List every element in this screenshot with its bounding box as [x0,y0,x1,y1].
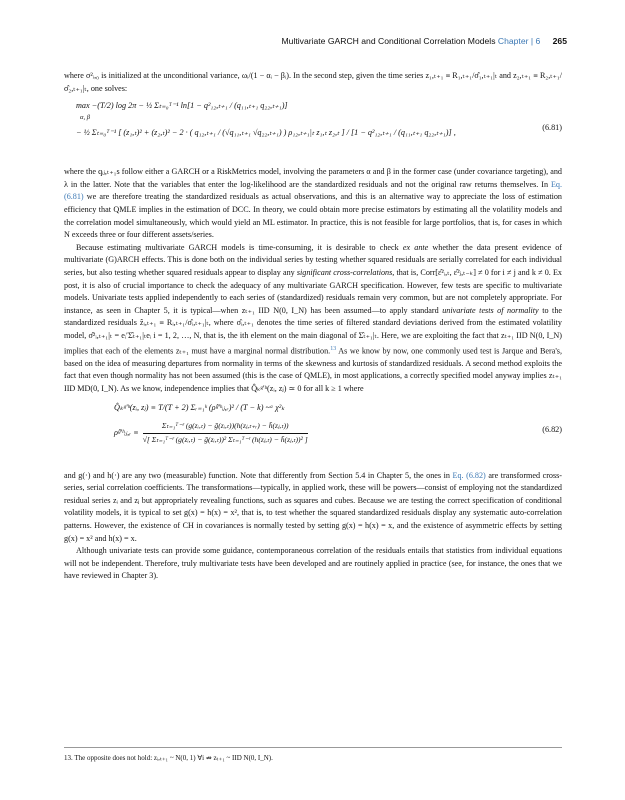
fraction-denominator: √[ Σₜ₌₁ᵀ⁻ʳ (g(zᵢ,ₜ) − ḡ(zᵢ,ₜ))² Σₜ₌₁ᵀ⁻ʳ (h(zⱼ,ₜ) − h̄(zⱼ,ₜ))² ] [142,434,308,444]
equation-number-6-82: (6.82) [542,424,562,434]
paragraph-5: Although univariate tests can provide some guidance, contemporaneous correlation of the residuals entails that statistics from individual equations will not be independent. Therefore, truly multivariate tests have been developed and are routinely applied in practice (see, for instance, the ones that we have reviewed in Chapter 3). [64,546,562,581]
chapter-label: Chapter | 6 [497,36,541,46]
running-header [60,36,567,46]
normality-tests-emphasis: univariate tests of normality [442,305,539,315]
equation-6-82 [114,402,562,464]
cross-correlations-emphasis: significant cross-correlations [296,267,393,277]
correlation-fraction [143,420,308,446]
equation-link-6-82[interactable]: Eq. (6.82) [452,470,486,480]
body-text [64,70,562,583]
equation-number-6-81: (6.81) [542,123,562,133]
equation-6-82-line-2: ρ̂ᵍ'ʰᵢⱼ,ᵣ ≡ Σₜ₌₁ᵀ⁻ʳ (g(zᵢ,ₜ) − ḡ(zᵢ,ₜ))(h(zⱼ,ₜ₊ᵣ) − h̄(zⱼ,ₜ)) √[ Σₜ₌₁ᵀ⁻ʳ (g(zᵢ,ₜ) − ḡ(zᵢ,ₜ))² Σₜ₌₁ᵀ⁻ʳ (h(zⱼ,ₜ) − h̄(zⱼ,ₜ))² ] [114,420,562,446]
footnote-13: 13. The opposite does not hold: zᵢ,ₜ₊₁ ~ N(0, 1) ∀i ⇏ zₜ₊₁ ~ IID N(0, I_N). [64,754,273,762]
footnote-divider [64,747,562,748]
running-title: Multivariate GARCH and Conditional Correlation Models [281,36,496,46]
paragraph-2: where the qᵢⱼ,ₜ₊₁s follow either a GARCH or a RiskMetrics model, involving the parameters α and β in the former case (under covariance targeting), and λ in the latter. Note that the variables that enter the log-likelihood are the standardized residuals and not the original raw returns themselves. In Eq. (6.81) we are therefore treating the standardized residuals as actual observations, and this is an alternative way to appreciate the loss of estimation efficiency that QMLE implies in the estimation of DCC. In theory, we could obtain more precise estimators by estimating all the volatility models and the correlation model simultaneously, which would yield an ML estimator. In practice, this is not feasible for large portfolios, that is, for cases in which N exceeds three or four different assets/series. [64,167,562,240]
fraction-numerator: Σₜ₌₁ᵀ⁻ʳ (g(zᵢ,ₜ) − ḡ(zᵢ,ₜ))(h(zⱼ,ₜ₊ᵣ) − h̄(zⱼ,ₜ)) [143,420,308,434]
paragraph-3: Because estimating multivariate GARCH models is time-consuming, it is desirable to check ex ante whether the data present evidence of multivariate (G)ARCH effects. This is done both on the individual series by testing whether squared residuals are serially correlated for each individual series, but also testing whether squared residuals appear to display any significant cross-correlations, that is, Corr[ε̂²ᵢ,ₜ, ε̂²ⱼ,ₜ₋ₖ] ≠ 0 for i ≠ j and k ≠ 0. Ex post, it is also of crucial importance to check the adequacy of any multivariate GARCH specification. However, few tests are specific to multivariate models. Univariate tests applied independently to each series of (standardized) residuals remain very common, but are not completely appropriate. For instance, as seen in Chapter 5, it is typical—when zₜ₊₁ IID N(0, I_N) has been assumed—to apply standard univariate tests of normality to the standardized residuals ẑᵢ,ₜ₊₁ ≡ Rᵢ,ₜ₊₁/σ̂ᵢ,ₜ₊₁|ₜ, where σ̂ᵢ,ₜ₊₁ denotes the time series of filtered standard deviations derived from the estimated volatility model, σ̂²ᵢ,ₜ₊₁|ₜ = eᵢ′Σ̂ₜ₊₁|ₜeᵢ i = 1, 2, …, N, that is, the ith element on the main diagonal of Σ̂ₜ₊₁|ₜ. Here, we are exploiting the fact that zₜ₊₁ IID N(0, I_N) implies that each of the elements zₜ₊₁ must have a marginal normal distribution.$^{13}$ As we know by now, one commonly used test is Jarque and Bera's, based on the idea of measuring departures from normality in terms of the skewness and kurtosis of standardized residuals. A second method exploits the fact that even though normality has not been assumed (this is the case of QMLE), in most applications, a correctly specified model anyway implies zₜ₊₁ IID MD(0, I_N). As we know, independence implies that Q̂ₖᵍ'ʰ(zᵢ, zⱼ) ≃ 0 for all k ≥ 1 where [64,242,562,393]
equation-6-81-line-1: max −(T/2) log 2π − ½ Σₜ₌₀ᵀ⁻¹ ln[1 − q²₁₂,ₜ₊₁ / (q₁₁,ₜ₊₁ q₂₂,ₜ₊₁)] [76,101,288,111]
equation-6-82-line-1: Q̂ₖᵍ'ʰ(zᵢ, zⱼ) ≡ T/(T + 2) Σᵣ₌₁ᵏ (ρ̂ᵍ'ʰᵢⱼ,ᵣ)² / (T − k) ~ᵃ χ²ₖ [114,402,285,412]
paragraph-4: and g(·) and h(·) are any two (measurable) function. Note that differently from Section 5.4 in Chapter 5, the ones in Eq. (6.82) are transformed cross-series, serial correlation coefficients. The transformations—typically, in applied work, these will be powers—consist of employing not the standardized residual series zᵢ and zⱼ but appropriately revealing functions, such as squares and cubes. Because we are testing the correct specification of conditional volatility models, it is typical to set g(x) = h(x) = x², that is, to test whether the squared standardized residuals display any systematic auto-correlation patterns. However, the existence of CH in covariances is normally tested by setting g(x) = h(x) = x, and the existence of asymmetric effects by setting g(x) = x² and h(x) = x. [64,470,563,543]
equation-6-81-subscript: α, β [80,113,91,121]
paragraph-1: where σ²ᵢ,₀ is initialized at the unconditional variance, ωᵢ/(1 − αᵢ − βᵢ). In the second step, given the time series z₁,ₜ₊₁ ≡ R₁,ₜ₊₁/σ̂₁,ₜ₊₁|ₜ and z₂,ₜ₊₁ ≡ R₂,ₜ₊₁/σ̂₂,ₜ₊₁|ₜ, one solves: [64,71,562,93]
page-number: 265 [552,36,567,46]
equation-link-6-81[interactable]: Eq. (6.81) [64,179,562,202]
equation-6-81-line-2: − ½ Σₜ₌₀ᵀ⁻¹ [ (z₁,ₜ)² + (z₂,ₜ)² − 2 · ( q₁₂,ₜ₊₁ / (√q₁₁,ₜ₊₁ √q₂₂,ₜ₊₁) ) ρ₁₂,ₜ₊₁|ₜ z₁,ₜ z₂,ₜ ] / [1 − q²₁₂,ₜ₊₁ / (q₁₁,ₜ₊₁ q₂₂,ₜ₊₁)] , [76,127,456,137]
footnote-reference-13[interactable]: 13 [330,345,337,352]
equation-6-81 [76,100,562,162]
ex-ante-emphasis: ex ante [402,242,429,252]
